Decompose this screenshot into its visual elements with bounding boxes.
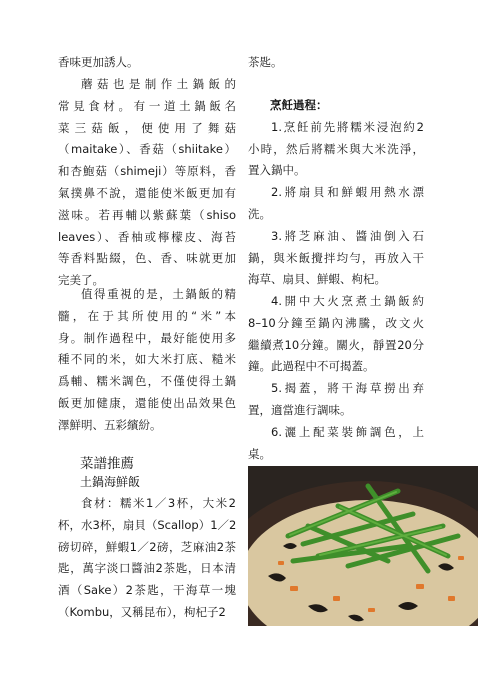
recipe-name: 土鍋海鮮飯 [80,475,141,489]
text-line: 匙，萬字淡口醬油2茶匙，日本清 [58,561,236,576]
text-line: 食材：糯米1／3杯，大米2 [81,496,236,510]
text-line: 氣撲鼻不說，還能使米飯更加有 [58,186,236,200]
text-line: 2.將扇貝和鮮蝦用熱水漂 [271,185,424,200]
clay-pot-rice-photo [248,466,478,626]
text-line: 菜三菇飯，便使用了舞菇 [58,120,236,135]
text-line: 5.揭蓋，將干海草撈出弃 [271,381,424,396]
text-line: 香味更加誘人。 [58,55,139,69]
text-line: 杯，水3杯，扇貝（Scallop）1／2 [58,517,237,532]
text-line: 1.烹飪前先將糯米浸泡約2 [271,120,424,134]
text-line: 鐘。此過程中不可揭蓋。 [248,359,375,374]
text-line: 酒（Sake）2茶匙，干海草一塊 [58,583,236,598]
text-line: 4.開中大火烹煮土鍋飯約 [271,294,424,309]
photo-svg [248,466,478,626]
text-line: 8–10分鐘至鍋內沸騰，改文火 [248,315,424,330]
text-line: 和杏鮑菇（shimeji）等原料，香 [58,164,236,179]
text-line: 身。制作過程中，最好能使用多 [58,330,236,345]
text-line: （Kombu，又稱昆布），枸杞子2 [58,605,226,619]
text-line: 鍋，與米飯攪拌均勻，再放入干 [248,250,424,265]
text-line: 飯更加健康，還能使出品效果色 [58,396,236,410]
text-line: 爲輔、糯米調色，不僅使得土鍋 [58,374,236,389]
text-line: 髓，在于其所使用的“米”本 [58,308,236,323]
text-line: （maitake）、香菇（shiitake） [58,142,236,157]
text-line: 3.將芝麻油、醬油倒入石 [271,229,424,243]
text-line: 等香料點綴，色、香、味就更加 [58,251,236,266]
text-line: 置，適當進行調味。 [248,402,352,417]
text-line: 茶匙。 [248,55,283,69]
text-line: 桌。 [248,446,271,461]
text-line: 置入鍋中。 [248,163,306,178]
text-line: 值得重視的是，土鍋飯的精 [81,287,236,301]
text-line: 海草、扇貝、鮮蝦、枸杞。 [248,272,386,287]
text-line: 常見食材。有一道土鍋飯名 [58,98,236,113]
text-line: 洗。 [248,206,271,221]
text-line: 蘑菇也是制作土鍋飯的 [81,77,236,91]
text-line: leaves）、香柚或檸檬皮、海苔 [58,229,236,244]
text-line: 完美了。 [58,273,104,288]
text-line: 種不同的米，如大米打底、糙米 [58,352,236,367]
text-line: 磅切碎，鮮蝦1／2磅，芝麻油2茶 [58,539,236,554]
process-heading: 烹飪過程： [270,98,328,112]
text-line: 小時，然后將糯米與大米洗淨， [248,141,424,156]
text-line: 滋味。若再輔以紫蘇葉（shiso [58,207,236,222]
text-line: 6.灑上配菜裝飾調色，上 [271,424,424,439]
text-line: 澤鮮明、五彩繽紛。 [58,417,162,432]
recipe-heading: 菜譜推薦 [80,456,134,472]
text-line: 繼續煮10分鐘。關火，靜置20分 [248,337,424,352]
